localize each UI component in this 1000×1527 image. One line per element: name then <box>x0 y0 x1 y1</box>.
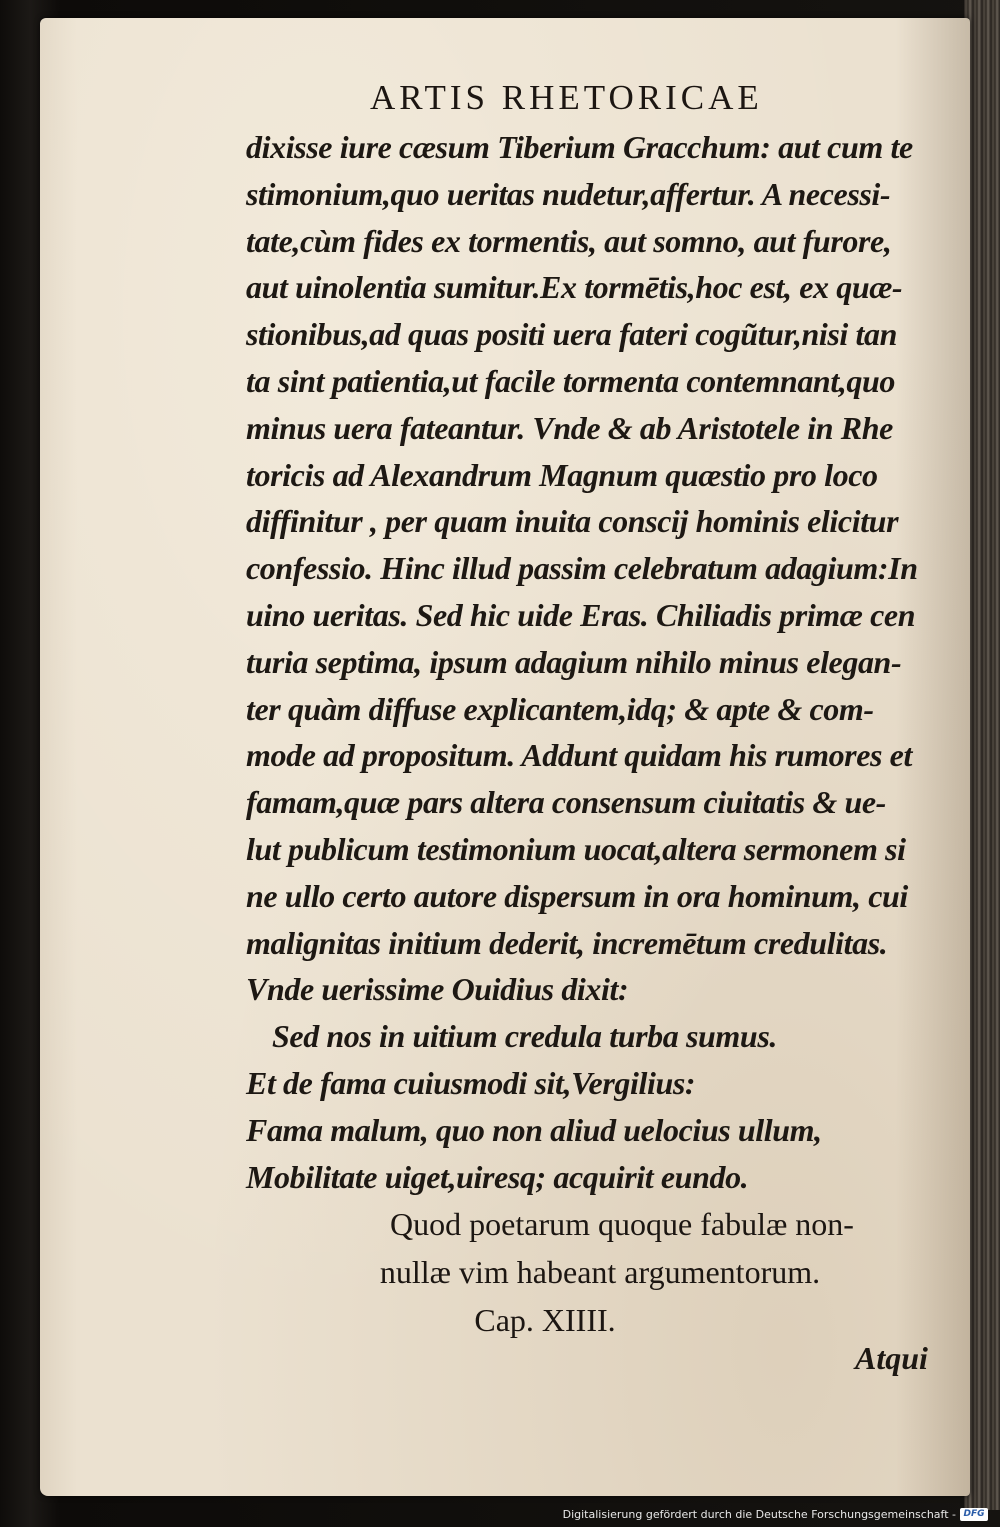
text-line: turia septima, ipsum adagium nihilo minus elegan- <box>246 643 902 680</box>
running-head: ARTIS RHETORICAE <box>370 78 763 117</box>
text-line: ta sint patientia,ut facile tormenta contemnant,quo <box>246 362 896 399</box>
chapter-heading-line: Quod poetarum quoque fabulæ non- <box>390 1206 854 1242</box>
footer-credit: Digitalisierung gefördert durch die Deutsche Forschungsgemeinschaft - <box>562 1508 956 1521</box>
text-line: minus uera fateantur. Vnde & ab Aristotele in Rhe <box>246 409 893 446</box>
text-line: Vnde uerissime Ouidius dixit: <box>246 971 629 1008</box>
chapter-number: Cap. XIIII. <box>474 1302 616 1338</box>
text-line: stimonium,quo ueritas nudetur,affertur. A necessi- <box>246 175 891 212</box>
verse-line: Sed nos in uitium credula turba sumus. <box>272 1018 777 1055</box>
text-line: stionibus,ad quas positi uera fateri cogũtur,nisi tan <box>246 316 897 353</box>
text-line: toricis ad Alexandrum Magnum quæstio pro loco <box>246 456 878 493</box>
dfg-logo-icon: DFG <box>960 1508 988 1521</box>
chapter-heading-line: nullæ vim habeant argumentorum. <box>379 1254 821 1290</box>
text-line: tate,cùm fides ex tormentis, aut somno, aut furore, <box>246 222 892 259</box>
text-line: uino ueritas. Sed hic uide Eras. Chiliadis primæ cen <box>246 596 916 633</box>
catchword: Atqui <box>855 1340 928 1376</box>
verse-intro-line: Et de fama cuiusmodi sit,Vergilius: <box>246 1064 696 1101</box>
text-line: confessio. Hinc illud passim celebratum adagium:In <box>246 550 918 587</box>
text-line: dixisse iure cæsum Tiberium Gracchum: aut cum te <box>246 129 913 165</box>
text-line: malignitas initium dederit, incremētum credulitas. <box>246 924 888 961</box>
verse-line: Mobilitate uiget,uiresq; acquirit eundo. <box>246 1158 749 1195</box>
text-line: ne ullo certo autore dispersum in ora hominum, cui <box>246 877 908 914</box>
text-line: famam,quæ pars altera consensum ciuitatis & ue- <box>246 784 886 821</box>
text-line: lut publicum testimonium uocat,altera sermonem si <box>246 830 906 867</box>
body-text <box>246 124 966 1200</box>
verse-line: Fama malum, quo non aliud uelocius ullum, <box>246 1111 822 1148</box>
text-line: aut uinolentia sumitur.Ex tormētis,hoc est, ex quæ- <box>246 269 903 306</box>
text-line: diffinitur , per quam inuita conscij hominis elicitur <box>246 503 899 540</box>
text-line: mode ad propositum. Addunt quidam his rumores et <box>246 737 912 774</box>
text-line: ter quàm diffuse explicantem,idq; & apte & com- <box>246 690 874 727</box>
digitization-footer <box>563 1508 988 1521</box>
chapter-heading <box>240 1200 960 1344</box>
